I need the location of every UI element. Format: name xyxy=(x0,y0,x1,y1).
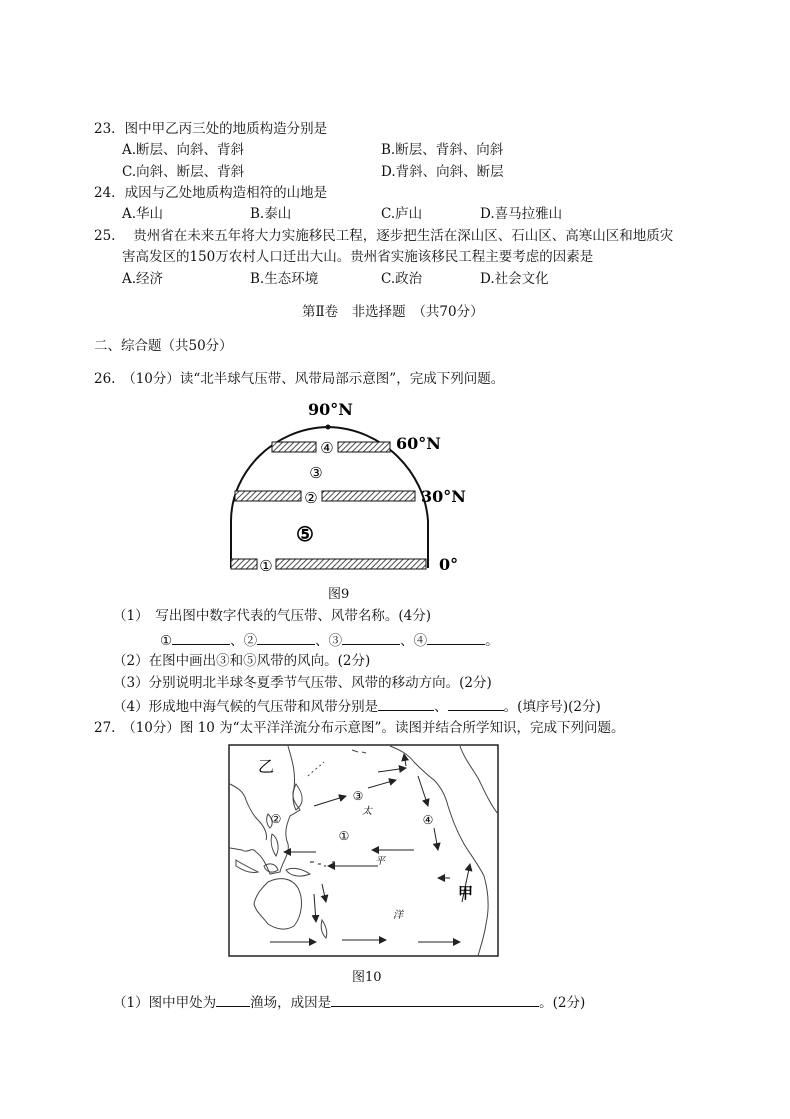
q24-stem: 24．成因与乙处地质构造相符的山地是 xyxy=(94,185,328,201)
q23-option-d: D.背斜、向斜、断层 xyxy=(381,164,504,180)
current-1: ① xyxy=(338,829,350,843)
label-90n: 90°N xyxy=(308,400,353,419)
figure10-pacific-currents-map xyxy=(228,744,500,958)
figure10-caption: 图10 xyxy=(352,970,382,985)
q24-option-a: A.华山 xyxy=(122,206,164,222)
q23-stem: 23．图中甲乙丙三处的地质构造分别是 xyxy=(94,121,328,137)
part2-title: 第Ⅱ卷 非选择题 （共70分） xyxy=(302,304,484,320)
q26-stem: 26. （10分）读“北半球气压带、风带局部示意图”，完成下列问题。 xyxy=(94,371,505,387)
blank-field[interactable] xyxy=(378,696,434,711)
blank-field[interactable] xyxy=(216,992,250,1007)
current-4: ④ xyxy=(422,813,434,827)
ocean-label-yang: 洋 xyxy=(393,910,403,921)
blank-field[interactable] xyxy=(427,630,485,645)
q25-option-b: B.生态环境 xyxy=(250,271,319,287)
q25-option-c: C.政治 xyxy=(381,271,423,287)
label-jia: 甲 xyxy=(458,884,474,902)
blank-field[interactable] xyxy=(448,696,504,711)
figure9-pressure-wind-belts xyxy=(218,393,468,583)
figure9-caption: 图9 xyxy=(328,587,350,602)
q25-option-d: D.社会文化 xyxy=(480,271,549,287)
q24-option-d: D.喜马拉雅山 xyxy=(480,206,563,222)
blank-field[interactable] xyxy=(257,630,315,645)
q24-option-b: B.泰山 xyxy=(250,206,292,222)
q23-option-b: B.断层、背斜、向斜 xyxy=(381,142,504,158)
blank-field[interactable] xyxy=(331,992,539,1007)
marker-2: ② xyxy=(304,489,318,507)
q27-sub1: （1）图中甲处为 渔场，成因是 。(2分) xyxy=(113,992,585,1012)
marker-1: ① xyxy=(259,557,273,575)
q26-sub3: （3）分别说明北半球冬夏季节气压带、风带的移动方向。(2分) xyxy=(113,675,492,691)
ocean-label-ping: 平 xyxy=(375,856,385,867)
label-0deg: 0° xyxy=(439,555,459,574)
label-yi: 乙 xyxy=(258,757,275,776)
marker-4: ④ xyxy=(320,439,334,457)
current-3: ③ xyxy=(352,789,364,803)
q26-sub1: （1） 写出图中数字代表的气压带、风带名称。(4分) xyxy=(113,608,431,624)
q26-sub2: （2）在图中画出③和⑤风带的风向。(2分) xyxy=(113,653,371,669)
marker-3: ③ xyxy=(309,464,323,482)
ocean-label-tai: 太 xyxy=(362,806,372,817)
q23-option-c: C.向斜、断层、背斜 xyxy=(122,164,245,180)
q23-option-a: A.断层、向斜、背斜 xyxy=(122,142,245,158)
blank-field[interactable] xyxy=(172,630,230,645)
section2-title: 二、综合题（共50分） xyxy=(94,338,233,354)
current-2: ② xyxy=(270,812,282,826)
q25-stem-line1: 25. 贵州省在未来五年将大力实施移民工程，逐步把生活在深山区、石山区、高寒山区和地质灾 xyxy=(94,228,674,244)
q25-option-a: A.经济 xyxy=(122,271,164,287)
q25-stem-line2: 害高发区的150万农村人口迁出大山。贵州省实施该移民工程主要考虑的因素是 xyxy=(122,249,594,265)
blank-field[interactable] xyxy=(342,630,400,645)
label-30n: 30°N xyxy=(421,487,466,506)
label-60n: 60°N xyxy=(396,434,441,453)
q26-sub1-blanks: ① 、② 、③ 、④ 。 xyxy=(160,630,499,650)
marker-5: ⑤ xyxy=(296,522,314,546)
q26-sub4: （4）形成地中海气候的气压带和风带分别是 、 。(填序号)(2分) xyxy=(113,696,601,716)
q27-stem: 27. （10分）图 10 为“太平洋洋流分布示意图”。读图并结合所学知识，完成下列问题。 xyxy=(94,720,625,736)
q24-option-c: C.庐山 xyxy=(381,206,423,222)
